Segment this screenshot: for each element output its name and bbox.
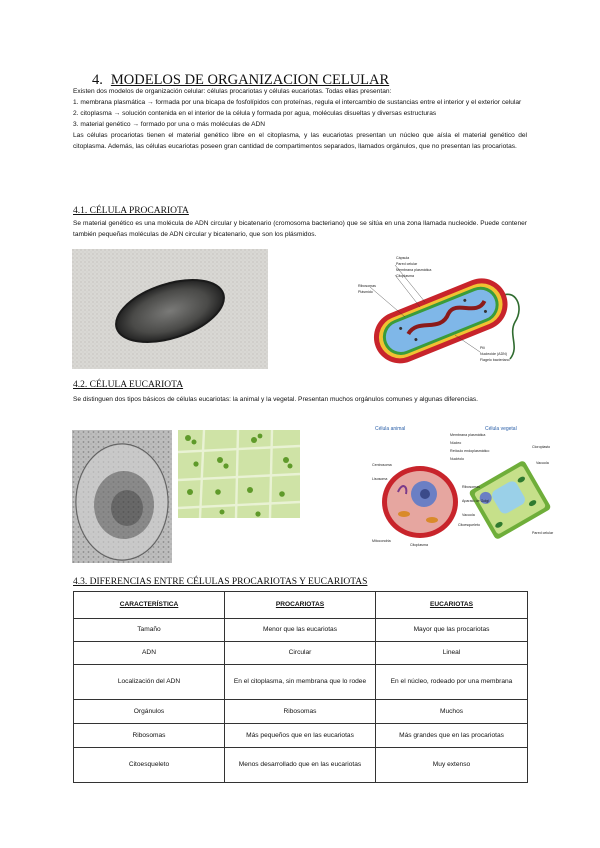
label-flagellum: Flagelo bacteriano (480, 358, 510, 362)
label-mitochondria: Mitocondria (372, 539, 391, 543)
table-row (74, 700, 528, 724)
label-ribosomes: Ribosomas (358, 284, 376, 288)
label-capsule: Cápsula (396, 256, 410, 260)
header-prokaryotes: PROCARIOTAS (225, 592, 376, 619)
table-cell: Más grandes que en las procariotas (376, 724, 528, 748)
prokaryote-diagram (350, 247, 530, 372)
section-heading-prokaryote: 4.1. CÉLULA PROCARIOTA (73, 206, 189, 216)
intro-paragraph: Existen dos modelos de organización celular: células procariotas y células eucariotas. Todas ellas presentan: (73, 88, 392, 95)
table-row (74, 619, 528, 642)
table-row (74, 642, 528, 665)
label-pili: Pili (480, 346, 485, 350)
label-lysosome: Lisosoma (372, 477, 388, 481)
intro-item-membrane: 1. membrana plasmática → formada por una bicapa de fosfolípidos con proteínas, regula el intercambio de sustancias entre el interior y el exterior celular (73, 99, 522, 106)
label-plant-cell: Célula vegetal (485, 426, 517, 432)
table-cell: Localización del ADN (74, 665, 225, 700)
header-characteristic: CARACTERÍSTICA (74, 592, 225, 619)
table-cell: Circular (225, 642, 376, 665)
table-row (74, 724, 528, 748)
table-header-row (74, 592, 528, 619)
label-nucleoid: Nucleoide (ADN) (480, 352, 507, 356)
table-cell: Lineal (376, 642, 528, 665)
table-cell: Menor que las eucariotas (225, 619, 376, 642)
label-nucleus: Núcleo (450, 441, 462, 445)
eukaryote-diagram (370, 422, 560, 552)
intro-item-genetic: 3. material genético → formado por una o más moléculas de ADN (73, 121, 266, 128)
section-heading-differences: 4.3. DIFERENCIAS ENTRE CÉLULAS PROCARIOTAS Y EUCARIOTAS (73, 577, 368, 587)
intro-item-cytoplasm: 2. citoplasma → solución contenida en el interior de la célula y formada por agua, moléculas disueltas y diversas estructuras (73, 110, 437, 117)
table-row (74, 665, 528, 700)
label-cell-wall: Pared celular (396, 262, 418, 266)
label-cytoskeleton: Citoesqueleto (458, 523, 480, 527)
section-heading-eukaryote: 4.2. CÉLULA EUCARIOTA (73, 380, 184, 390)
title-number: 4. (92, 72, 103, 88)
label-nucleolus: Nucléolo (450, 457, 464, 461)
label-cytoplasm-euk: Citoplasma (410, 543, 428, 547)
header-eukaryotes: EUCARIOTAS (376, 592, 528, 619)
label-animal-cell: Célula animal (375, 426, 406, 432)
title-text: MODELOS DE ORGANIZACION CELULAR (110, 72, 390, 88)
label-vacuole-right: Vacuola (536, 461, 549, 465)
label-er: Retículo endoplasmático (450, 449, 490, 453)
label-chloroplast: Cloroplasto (532, 445, 551, 449)
label-cell-wall-euk: Pared celular (532, 531, 554, 535)
prokaryote-micrograph (72, 249, 268, 369)
table-cell: Orgánulos (74, 700, 225, 724)
label-ribosomes-euk: Ribosomas (462, 485, 480, 489)
section-text-prokaryote: Se material genético es una molécula de ADN circular y bicatenario (cromosoma bacteriano) que se sitúa en una zona llamada nucleoide. Puede contener también pequeñas moléculas de ADN circular y bicatenario, que son los plásmidos. (73, 220, 527, 238)
table-cell: Ribosomas (225, 700, 376, 724)
table-cell: Tamaño (74, 619, 225, 642)
intro-paragraph-differences: Las células procariotas tienen el material genético libre en el citoplasma, y las eucariotas presentan un núcleo que aísla el material genético del citoplasma. Además, las células eucariotas poseen gran cantidad de compartimentos separados, llamados orgánulos, que no presentan las procariotas. (73, 132, 527, 150)
table-cell: Citoesqueleto (74, 748, 225, 783)
table-cell: En el núcleo, rodeado por una membrana (376, 665, 528, 700)
table-cell: En el citoplasma, sin membrana que lo rodee (225, 665, 376, 700)
table-cell: Mayor que las procariotas (376, 619, 528, 642)
table-cell: Muy extenso (376, 748, 528, 783)
eukaryote-micrograph (72, 430, 172, 563)
table-cell: ADN (74, 642, 225, 665)
label-vacuole-mid: Vacuola (462, 513, 475, 517)
label-cytoplasm: Citoplasma (396, 274, 414, 278)
table-cell: Menos desarrollado que en las eucariotas (225, 748, 376, 783)
table-row (74, 748, 528, 783)
table-cell: Más pequeños que en las eucariotas (225, 724, 376, 748)
label-membrane: Membrana plasmática (450, 433, 486, 437)
label-plasmid: Plásmido (358, 290, 373, 294)
plant-cell-micrograph (178, 430, 300, 518)
comparison-table (73, 591, 528, 783)
intro-text (73, 86, 527, 152)
label-golgi: Aparato de Golgi (462, 499, 489, 503)
label-plasma-membrane: Membrana plasmática (396, 268, 432, 272)
table-cell: Muchos (376, 700, 528, 724)
table-cell: Ribosomas (74, 724, 225, 748)
section-text-eukaryote: Se distinguen dos tipos básicos de células eucariotas: la animal y la vegetal. Presentan muchos orgánulos comunes y algunas diferencias. (73, 396, 479, 403)
label-centrosome: Centrosoma (372, 463, 392, 467)
